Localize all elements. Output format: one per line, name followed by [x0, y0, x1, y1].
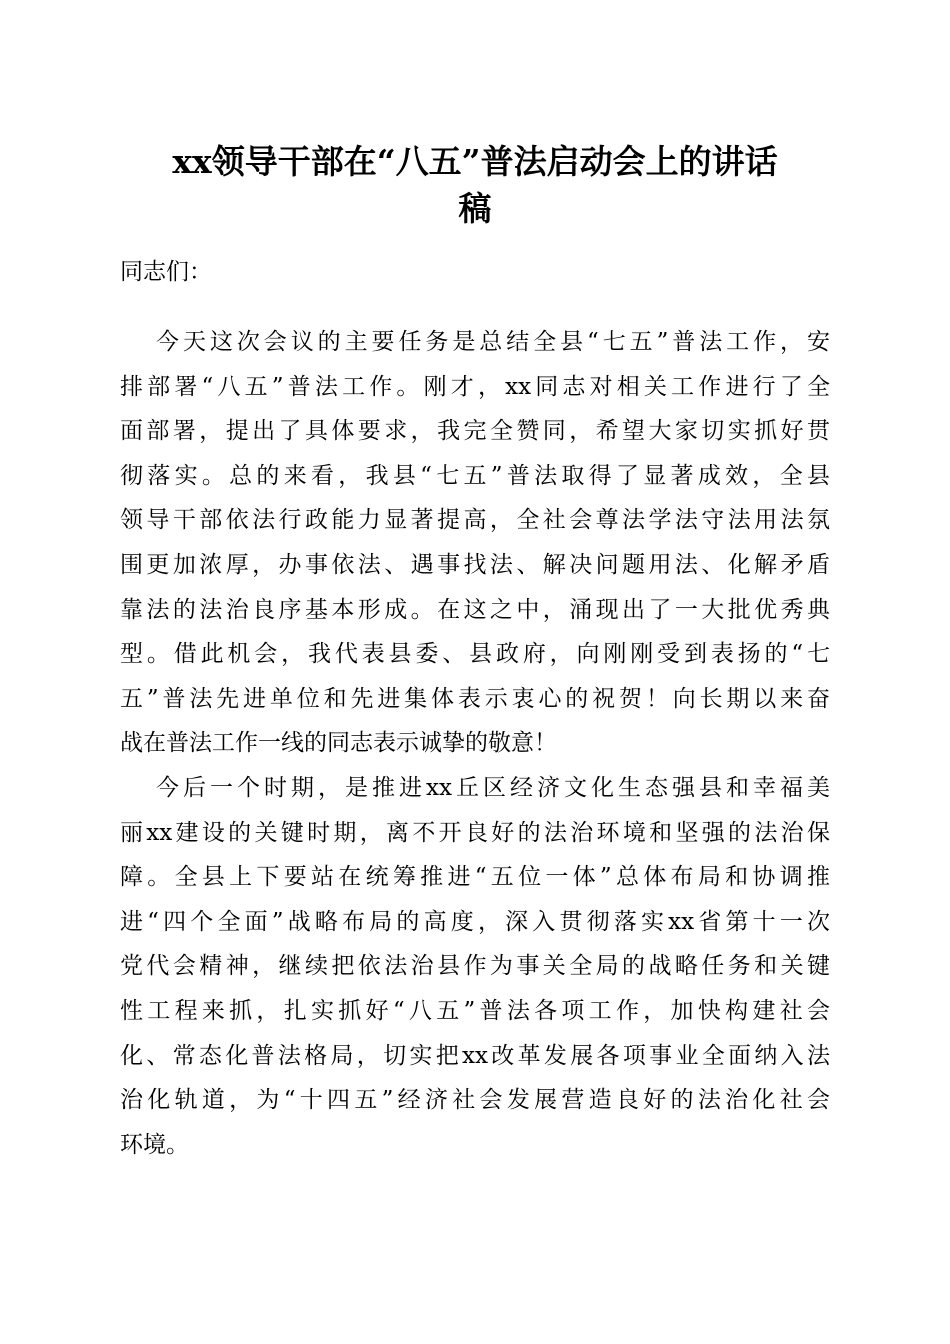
paragraph-line: 丽xx建设的关键时期，离不开良好的法治环境和坚强的法治保	[120, 819, 830, 846]
paragraph	[120, 766, 830, 1167]
paragraph-line: 战在普法工作一线的同志表示诚挚的敬意！	[120, 730, 557, 757]
title-line: xx领导干部在“八五”普法启动会上的讲话	[172, 142, 778, 181]
document-title	[100, 138, 850, 232]
paragraph-line: 围更加浓厚，办事依法、遇事找法、解决问题用法、化解矛盾	[120, 551, 830, 578]
paragraph-line: 治化轨道，为“十四五”经济社会发展营造良好的法治化社会	[120, 1087, 830, 1114]
greeting: 同志们：	[120, 259, 212, 285]
paragraph-line: 今天这次会议的主要任务是总结全县“七五”普法工作，安	[156, 329, 830, 355]
paragraph-line: 化、常态化普法格局，切实把xx改革发展各项事业全面纳入法	[120, 1042, 830, 1069]
paragraph-line: 环境。	[120, 1131, 189, 1158]
paragraph	[120, 320, 830, 766]
title-line: 稿	[458, 189, 492, 228]
paragraph-line: 今后一个时期，是推进xx丘区经济文化生态强县和幸福美	[156, 774, 830, 801]
paragraph-line: 排部署“八五”普法工作。刚才，xx同志对相关工作进行了全	[120, 373, 830, 400]
paragraph-line: 障。全县上下要站在统筹推进“五位一体”总体布局和协调推	[120, 864, 830, 891]
paragraph-line: 型。借此机会，我代表县委、县政府，向刚刚受到表扬的“七	[120, 641, 830, 668]
paragraph-line: 性工程来抓，扎实抓好“八五”普法各项工作，加快构建社会	[120, 997, 830, 1024]
paragraph-line: 面部署，提出了具体要求，我完全赞同，希望大家切实抓好贯	[120, 418, 830, 445]
paragraph-line: 进“四个全面”战略布局的高度，深入贯彻落实xx省第十一次	[120, 908, 830, 935]
document-body	[120, 250, 830, 1167]
paragraph-line: 五”普法先进单位和先进集体表示衷心的祝贺！向长期以来奋	[120, 685, 830, 712]
paragraph-line: 靠法的法治良序基本形成。在这之中，涌现出了一大批优秀典	[120, 596, 830, 623]
paragraph-line: 党代会精神，继续把依法治县作为事关全局的战略任务和关键	[120, 953, 830, 980]
paragraph-line: 领导干部依法行政能力显著提高，全社会尊法学法守法用法氛	[120, 507, 830, 534]
paragraph-line: 彻落实。总的来看，我县“七五”普法取得了显著成效，全县	[120, 462, 830, 489]
